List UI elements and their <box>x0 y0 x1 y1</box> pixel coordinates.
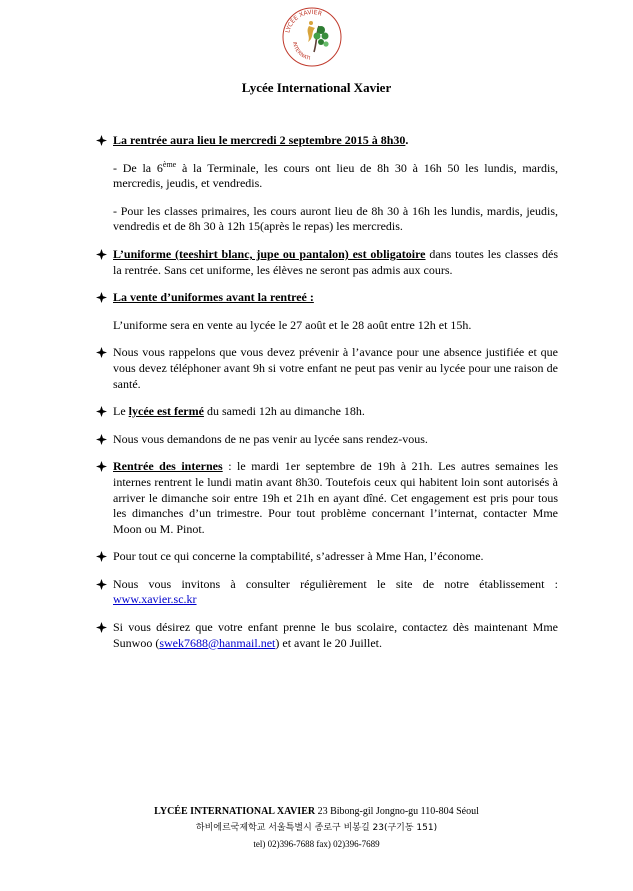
email-link[interactable]: swek7688@hanmail.net <box>159 635 276 650</box>
diamond-bullet-icon <box>96 579 107 590</box>
diamond-bullet-icon <box>96 551 107 562</box>
primaire-hours: - Pour les classes primaires, les cours auront lieu de 8h 30 à 16h les lundis, mardis, jeudis, vendredis et de 8h 30 à 12h 15(après le repas) les mercredis. <box>113 203 558 234</box>
page-title: Lycée International Xavier <box>241 80 392 95</box>
rendezvous-text: Nous vous demandons de ne pas venir au lycée sans rendez-vous. <box>113 431 428 446</box>
uniforme-required: L’uniforme (teeshirt blanc, jupe ou pantalon) est obligatoire <box>113 246 426 261</box>
comptabilite-text: Pour tout ce qui concerne la comptabilité, s’adresser à Mme Han, l’économe. <box>113 549 484 564</box>
diamond-bullet-icon <box>96 347 107 358</box>
diamond-bullet-icon <box>96 622 107 633</box>
vente-text: L’uniforme sera en vente au lycée le 27 août et le 28 août entre 12h et 15h. <box>113 317 472 332</box>
school-crest-logo <box>281 6 343 68</box>
list-item: Le lycée est fermé du samedi 12h au dimanche 18h. <box>96 404 558 420</box>
footer-contact: tel) 02)396-7688 fax) 02)396-7689 <box>253 839 380 849</box>
list-item <box>96 345 558 392</box>
list-item: Rentrée des internes : le mardi 1er septembre de 19h à 21h. Les autres semaines les internes rentrent le lundi matin avant 8h30. Toutefois ceux qui habitent loin sont autorisés à arriver le dimanche soir entre 19h et 21h en ayant dîné. Cet engagement est pris pour tous les dimanches d’un trimestre. Pour tout problème concernant l’internat, contacter Mme Moon ou M. Pinot. <box>96 459 558 537</box>
diamond-bullet-icon <box>96 406 107 417</box>
svg-text:LYCÉE XAVIER: LYCÉE XAVIER <box>284 8 323 34</box>
list-item: Nous vous invitons à consulter régulièrement le site de notre établissement : www.xavier.sc.kr <box>96 577 558 608</box>
notice-list <box>96 133 558 663</box>
lycee-ferme: lycée est fermé <box>128 404 204 419</box>
footer <box>0 804 633 852</box>
footer-school-name: LYCÉE INTERNATIONAL XAVIER <box>154 806 316 817</box>
internes-title: Rentrée des internes <box>113 459 223 474</box>
list-item: Si vous désirez que votre enfant prenne le bus scolaire, contactez dès maintenant Mme Sunwoo (swek7688@hanmail.net) et avant le 20 Juillet. <box>96 620 558 651</box>
diamond-bullet-icon <box>96 135 107 146</box>
diamond-bullet-icon <box>96 249 107 260</box>
list-item <box>96 432 558 448</box>
vente-title: La vente d’uniformes avant la rentreé : <box>113 290 314 305</box>
rentree-date: La rentrée aura lieu le mercredi 2 septembre 2015 à 8h30 <box>113 133 406 147</box>
absence-text: Nous vous rappelons que vous devez prévenir à l’avance pour une absence justifiée et que vous devez téléphoner avant 9h si votre enfant ne peut pas venir au lycée pour une raison de santé. <box>113 345 558 391</box>
list-item: La rentrée aura lieu le mercredi 2 septembre 2015 à 8h30. <box>96 133 558 149</box>
list-item: L’uniforme (teeshirt blanc, jupe ou pantalon) est obligatoire dans toutes les classes dés la rentrée. Sans cet uniforme, les élèves ne seront pas admis aux cours. <box>96 247 558 278</box>
diamond-bullet-icon <box>96 434 107 445</box>
footer-korean-address: 하비에르국제학교 서울특별시 종로구 비봉길 23(구기동 151) <box>195 823 438 833</box>
list-item <box>96 549 558 565</box>
college-hours: - De la 6ème à la Terminale, les cours ont lieu de 8h 30 à 16h 50 les lundis, mardis, mercredis, jeudis, et vendredis. <box>113 159 558 191</box>
diamond-bullet-icon <box>96 461 107 472</box>
svg-text:INTERNATIONAL: INTERNATI <box>291 41 311 62</box>
website-link[interactable]: www.xavier.sc.kr <box>113 592 197 607</box>
diamond-bullet-icon <box>96 292 107 303</box>
footer-address: 23 Bibong-gil Jongno-gu 110-804 Séoul <box>315 806 479 817</box>
list-item <box>96 290 558 306</box>
